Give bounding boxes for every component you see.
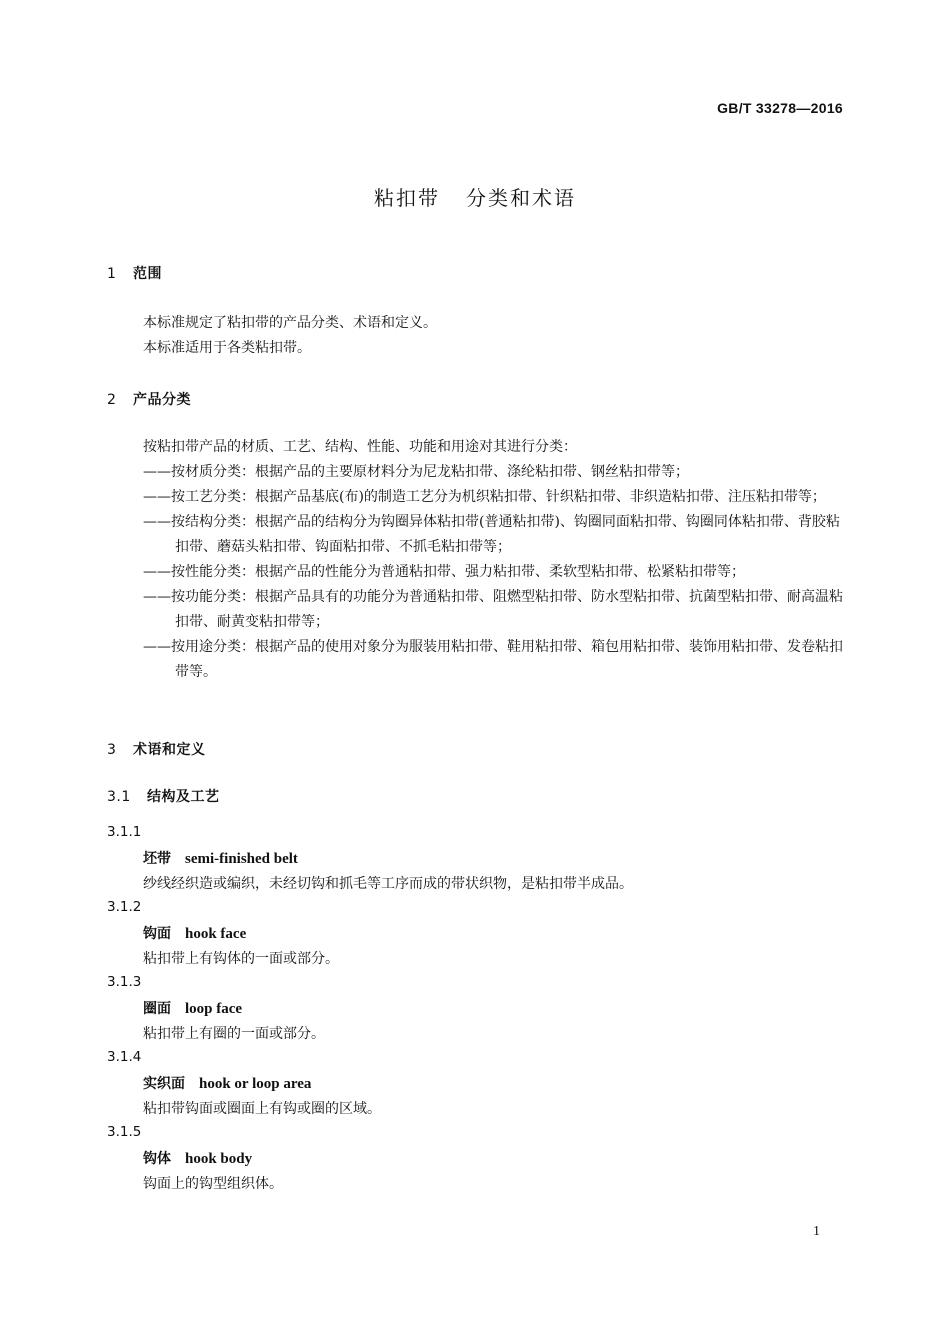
term-number: 3.1.5 (107, 1124, 142, 1140)
standard-code: GB/T 33278—2016 (717, 100, 843, 116)
section-3-heading (107, 739, 206, 759)
term-definition: 粘扣带上有圈的一面或部分。 (143, 1026, 325, 1042)
classification-item: ——按性能分类：根据产品的性能分为普通粘扣带、强力粘扣带、柔软型粘扣带、松紧粘扣带等； (143, 564, 745, 580)
term-chinese: 钩面 (143, 926, 171, 942)
term-number: 3.1.3 (107, 974, 142, 990)
term-heading (143, 923, 246, 943)
paragraph: 本标准规定了粘扣带的产品分类、术语和定义。 (143, 315, 437, 331)
document-title (0, 182, 950, 211)
section-2-number: 2 (107, 392, 117, 408)
term-number: 3.1.4 (107, 1049, 142, 1065)
term-english: hook body (185, 1151, 253, 1167)
section-1-heading (107, 263, 162, 283)
section-3-title: 术语和定义 (133, 742, 206, 758)
classification-item: ——按用途分类：根据产品的使用对象分为服装用粘扣带、鞋用粘扣带、箱包用粘扣带、装饰用粘扣带、发卷粘扣带等。 (143, 639, 843, 680)
subsection-3-1-heading (107, 786, 220, 806)
classification-item: ——按工艺分类：根据产品基底(布)的制造工艺分为机织粘扣带、针织粘扣带、非织造粘扣带、注压粘扣带等； (143, 489, 826, 505)
title-part-2: 分类和术语 (466, 186, 576, 210)
term-chinese: 坯带 (143, 851, 171, 867)
term-number: 3.1.2 (107, 899, 142, 915)
section-2-heading (107, 389, 191, 409)
term-number: 3.1.1 (107, 824, 142, 840)
term-heading (143, 998, 242, 1018)
term-english: loop face (185, 1001, 243, 1017)
term-english: hook or loop area (199, 1076, 312, 1092)
subsection-title: 结构及工艺 (147, 789, 220, 805)
term-heading (143, 1148, 252, 1168)
term-english: hook face (185, 926, 247, 942)
section-1-title: 范围 (133, 266, 162, 282)
term-heading (143, 848, 298, 868)
classification-item: ——按材质分类：根据产品的主要原材料分为尼龙粘扣带、涤纶粘扣带、钢丝粘扣带等； (143, 464, 689, 480)
paragraph: 本标准适用于各类粘扣带。 (143, 340, 311, 356)
section-2-body (143, 435, 843, 685)
section-2-title: 产品分类 (133, 392, 191, 408)
term-definition: 粘扣带钩面或圈面上有钩或圈的区域。 (143, 1101, 381, 1117)
page-number: 1 (813, 1224, 820, 1239)
term-chinese: 钩体 (143, 1151, 171, 1167)
term-english: semi-finished belt (185, 851, 298, 867)
term-chinese: 圈面 (143, 1001, 171, 1017)
term-heading (143, 1073, 311, 1093)
section-2-intro: 按粘扣带产品的材质、工艺、结构、性能、功能和用途对其进行分类： (143, 439, 577, 455)
term-definition: 纱线经织造或编织，未经切钩和抓毛等工序而成的带状织物，是粘扣带半成品。 (143, 876, 633, 892)
subsection-number: 3.1 (107, 789, 131, 805)
classification-item: ——按功能分类：根据产品具有的功能分为普通粘扣带、阻燃型粘扣带、防水型粘扣带、抗菌型粘扣带、耐高温粘扣带、耐黄变粘扣带等； (143, 589, 843, 630)
section-1-number: 1 (107, 266, 117, 282)
term-chinese: 实织面 (143, 1076, 185, 1092)
section-3-number: 3 (107, 742, 117, 758)
classification-item: ——按结构分类：根据产品的结构分为钩圈异体粘扣带(普通粘扣带)、钩圈同面粘扣带、钩圈同体粘扣带、背胶粘扣带、蘑菇头粘扣带、钩面粘扣带、不抓毛粘扣带等； (143, 514, 840, 555)
term-definition: 钩面上的钩型组织体。 (143, 1176, 283, 1192)
title-part-1: 粘扣带 (374, 186, 440, 210)
section-1-body (143, 311, 843, 361)
term-definition: 粘扣带上有钩体的一面或部分。 (143, 951, 339, 967)
